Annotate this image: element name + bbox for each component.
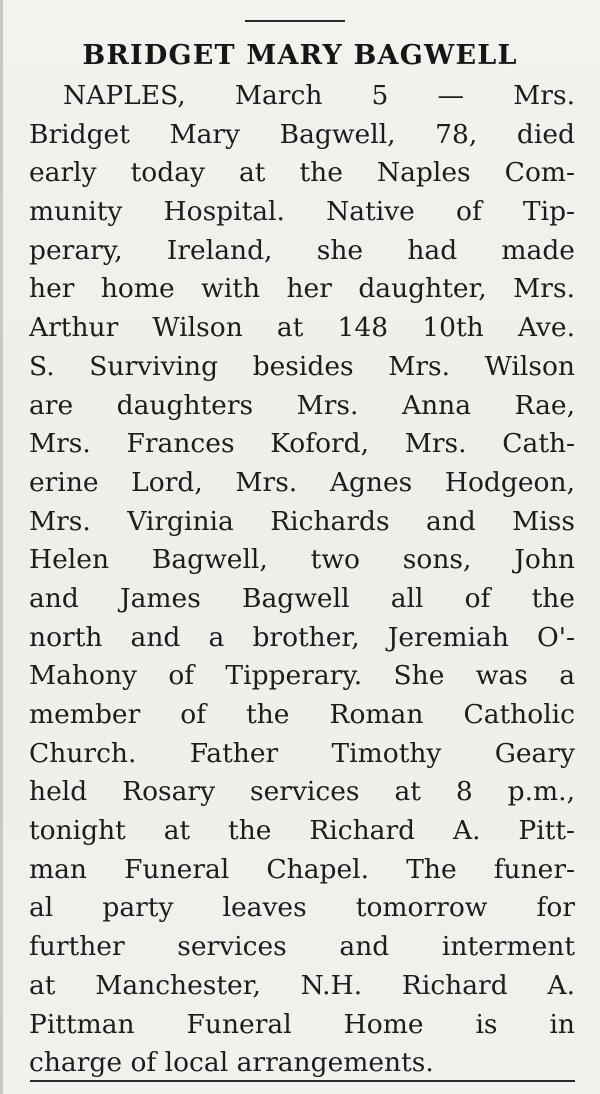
body-line: S. Surviving besides Mrs. Wilson (29, 350, 575, 382)
obituary-body (29, 77, 575, 1083)
body-line: NAPLES, March 5 — Mrs. (63, 80, 575, 111)
page-edge (0, 0, 3, 1094)
body-line: erine Lord, Mrs. Agnes Hodgeon, (29, 466, 575, 498)
top-divider-rule (245, 20, 345, 22)
body-line: al party leaves tomorrow for (29, 892, 575, 924)
body-line: member of the Roman Catholic (29, 699, 575, 730)
body-line: Bridget Mary Bagwell, 78, died (29, 118, 575, 150)
body-line: Pittman Funeral Home is in (29, 1008, 575, 1040)
body-line: held Rosary services at 8 p.m., (29, 776, 575, 808)
body-line: further services and interment (29, 931, 575, 963)
bottom-divider-rule (30, 1080, 575, 1082)
body-line: at Manchester, N.H. Richard A. (29, 969, 575, 1001)
body-line: Mrs. Frances Koford, Mrs. Cath- (29, 428, 575, 460)
body-line: man Funeral Chapel. The funer- (29, 853, 575, 885)
body-line: charge of local arrangements. (29, 1047, 434, 1079)
body-line: tonight at the Richard A. Pitt- (29, 815, 575, 847)
body-line: early today at the Naples Com- (29, 157, 575, 189)
obituary-headline: BRIDGET MARY BAGWELL (82, 40, 518, 71)
body-line: munity Hospital. Native of Tip- (29, 196, 575, 228)
body-line: Mrs. Virginia Richards and Miss (29, 505, 575, 537)
body-line: Church. Father Timothy Geary (29, 737, 575, 769)
body-line: are daughters Mrs. Anna Rae, (29, 389, 575, 421)
body-line: Mahony of Tipperary. She was a (29, 660, 575, 692)
body-line: perary, Ireland, she had made (29, 234, 575, 266)
body-line: Helen Bagwell, two sons, John (29, 544, 575, 576)
body-line: and James Bagwell all of the (29, 582, 575, 614)
body-line: Arthur Wilson at 148 10th Ave. (29, 312, 575, 344)
body-line: north and a brother, Jeremiah O'- (29, 621, 575, 653)
body-line: her home with her daughter, Mrs. (29, 273, 575, 305)
